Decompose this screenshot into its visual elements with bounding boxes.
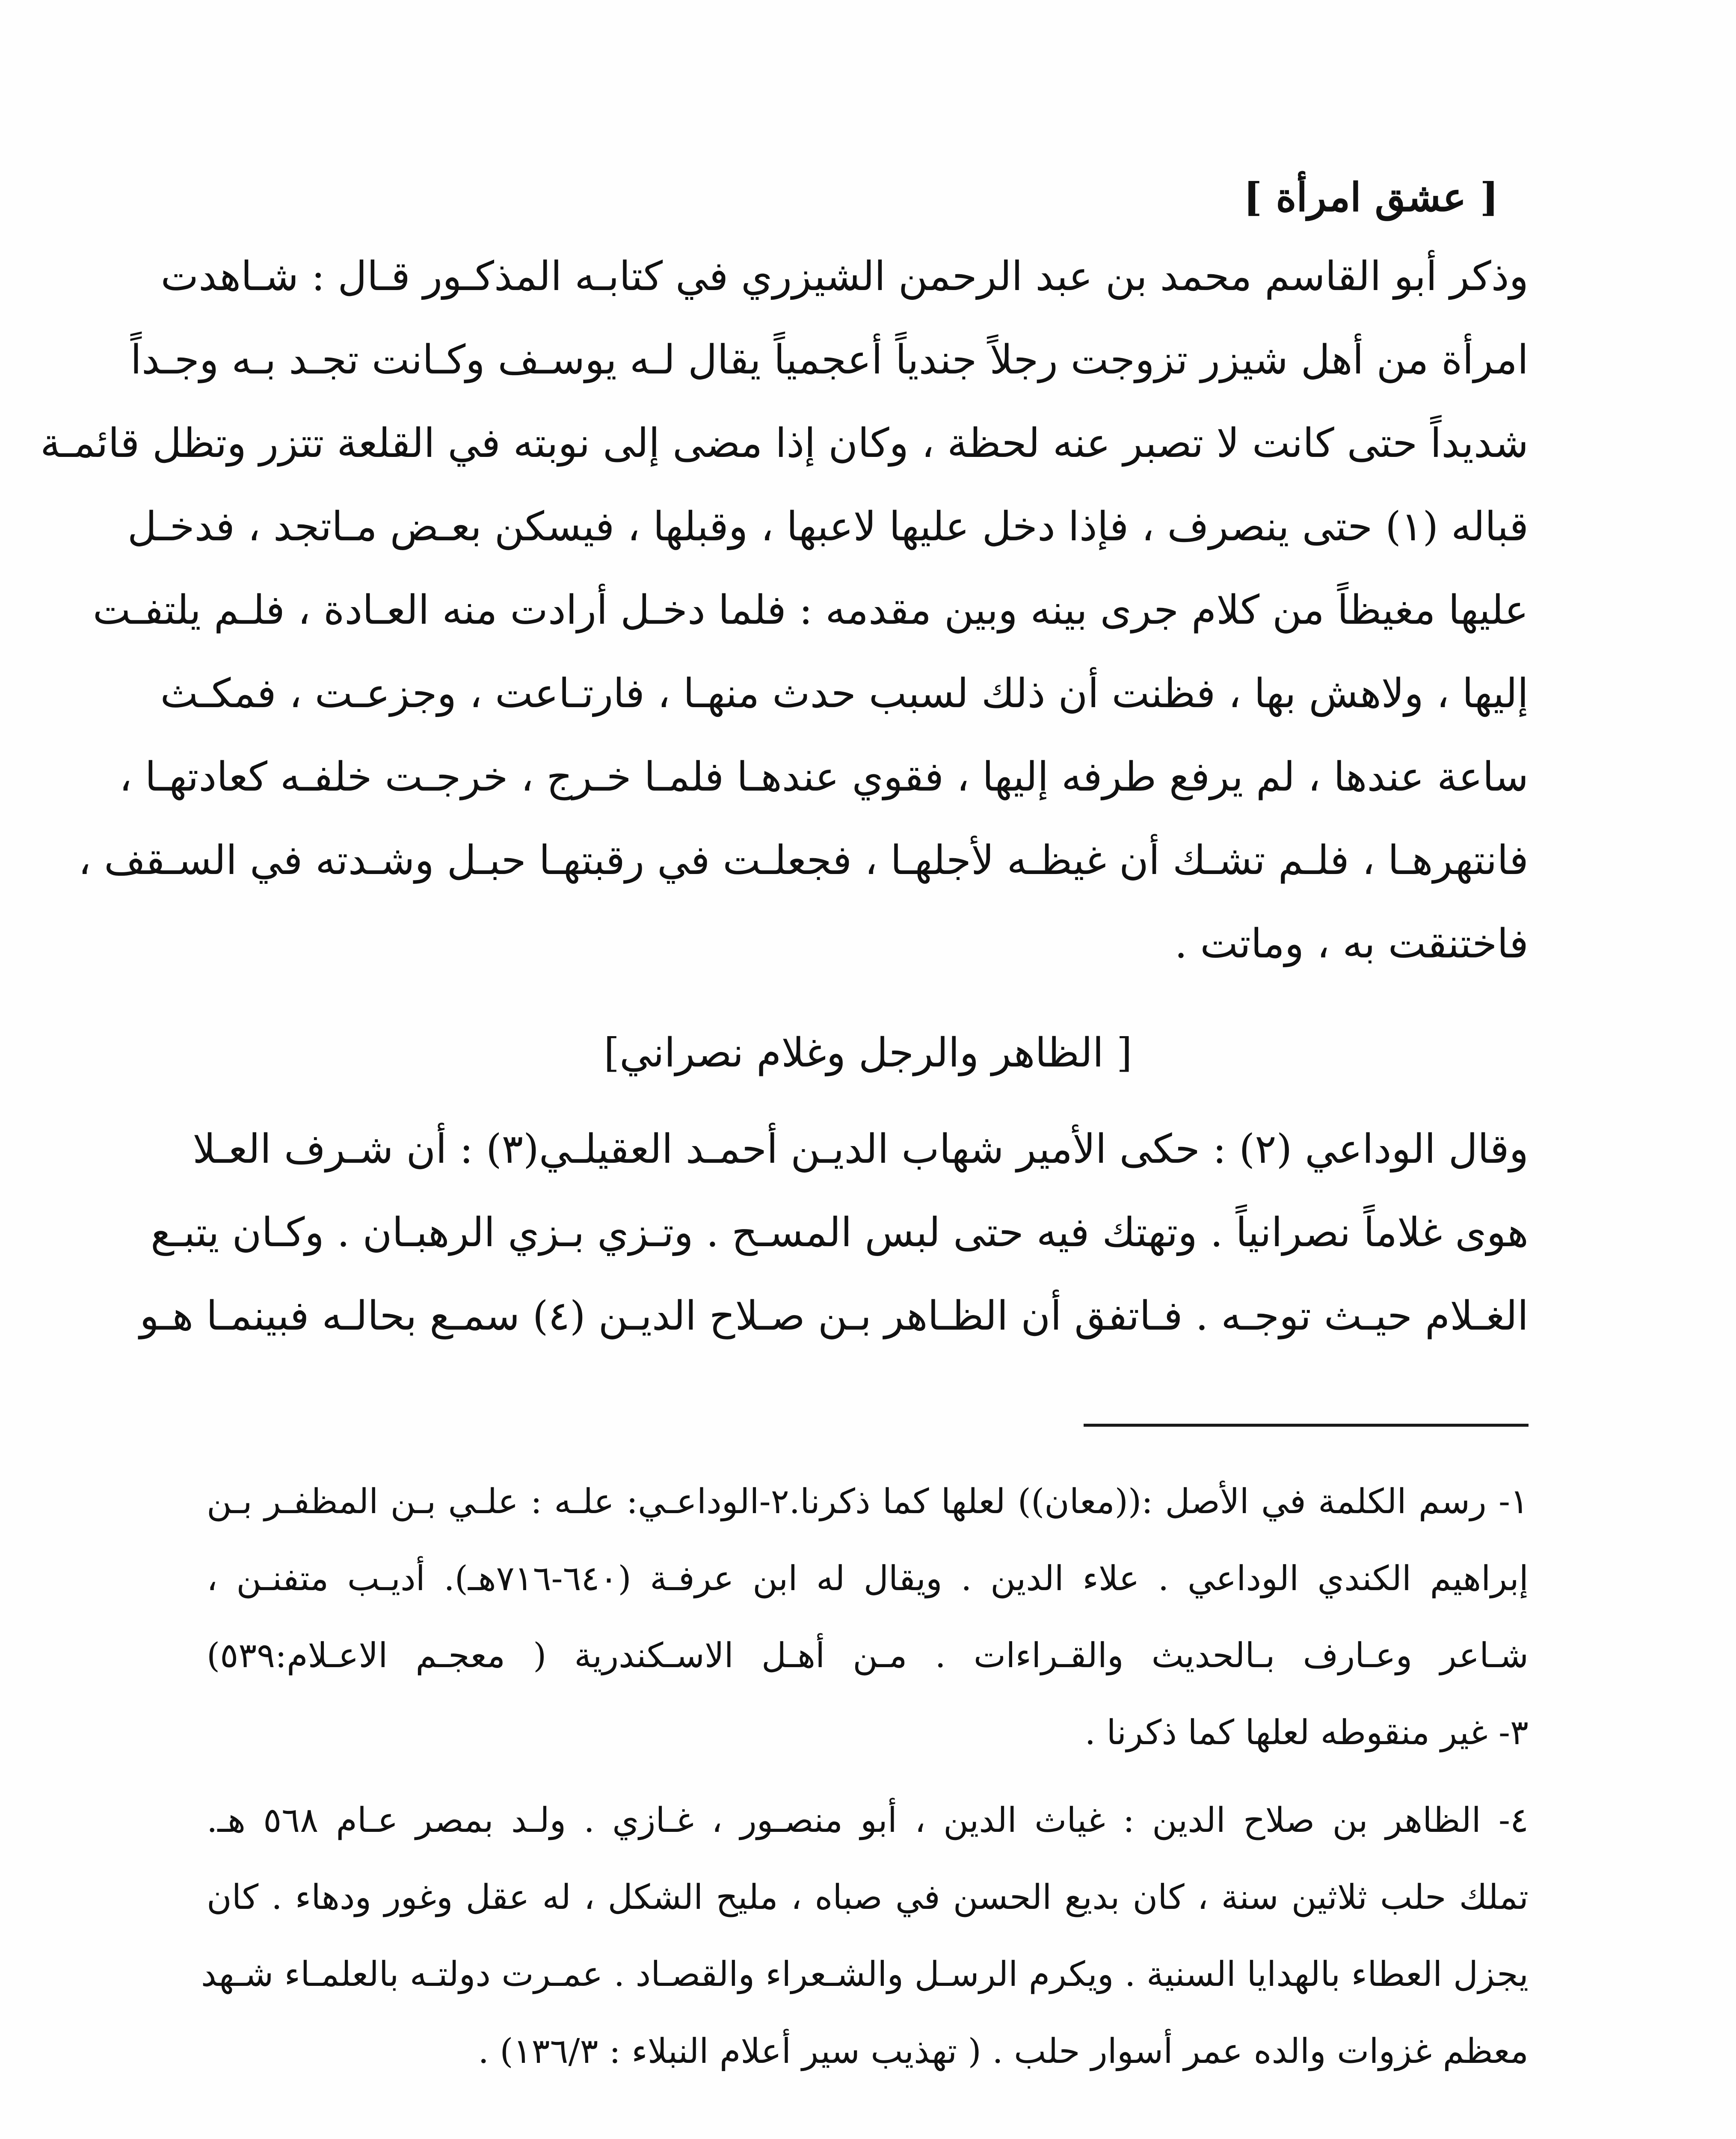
footnote-line: ٤- الظاهر بن صلاح الدين : غياث الدين ، أبو منصـور ، غـازي . ولـد بمصر عـام ٥٦٨ هـ. <box>207 1800 1529 1840</box>
body-line: فانتهرهـا ، فلـم تشـك أن غيظـه لأجلهـا ، فجعلـت في رقبتهـا حبـل وشـدته في السـقف ، <box>78 837 1529 884</box>
footnote-line: يجزل العطاء بالهدايا السنية . ويكرم الرسـل والشـعراء والقصـاد . عمـرت دولتـه بالعلمـاء شـهد <box>201 1954 1529 1994</box>
body-line: فاختنقت به ، وماتت . <box>1174 921 1529 967</box>
footnote-line: ٣- غير منقوطه لعلها كما ذكرنا . <box>1084 1712 1529 1752</box>
body-line: هوى غلاماً نصرانياً . وتهتك فيه حتى لبس المسـح . وتـزي بـزي الرهبـان . وكـان يتبـع <box>151 1209 1529 1256</box>
body-line: امرأة من أهل شيزر تزوجت رجلاً جندياً أعجمياً يقال لـه يوسـف وكـانت تجـد بـه وجـداً <box>130 337 1529 383</box>
footnote-divider <box>1084 1424 1529 1427</box>
section-heading-zahir-christian-boy: [ الظاهر والرجل وغلام نصراني] <box>604 1030 1132 1076</box>
body-line: عليها مغيظاً من كلام جرى بينه وبين مقدمه : فلما دخـل أرادت منه العـادة ، فلـم يلتفـت <box>92 587 1529 634</box>
body-line: شديداً حتى كانت لا تصبر عنه لحظة ، وكان إذا مضى إلى نوبته في القلعة تتزر وتظل قائمـة <box>40 420 1529 467</box>
section-heading-woman-love: [ عشق امرأة ] <box>1243 174 1499 220</box>
body-line: وقال الوداعي (٢) : حكى الأمير شهاب الديـن أحمـد العقيلـي(٣) : أن شـرف العـلا <box>193 1126 1529 1173</box>
footnote-line: ١- رسم الكلمة في الأصل :((معان)) لعلها كما ذكرنا.٢-الوداعـي: علـه : علـي بـن المظفـر بـن <box>207 1481 1529 1521</box>
body-line: إليها ، ولاهش بها ، فظنت أن ذلك لسبب حدث منهـا ، فارتـاعت ، وجزعـت ، فمكـث <box>160 670 1529 717</box>
body-line: قباله (١) حتى ينصرف ، فإذا دخل عليها لاعبها ، وقبلها ، فيسكن بعـض مـاتجد ، فدخـل <box>127 504 1529 550</box>
body-line: ساعة عندها ، لم يرفع طرفه إليها ، فقوي عندهـا فلمـا خـرج ، خرجـت خلفـه كعادتهـا ، <box>119 754 1529 800</box>
footnote-line: تملك حلب ثلاثين سنة ، كان بديع الحسن في صباه ، مليح الشكل ، له عقل وغور ودهاء . كان <box>207 1877 1529 1917</box>
body-line: وذكر أبو القاسم محمد بن عبد الرحمن الشيزري في كتابـه المذكـور قـال : شـاهدت <box>160 253 1529 300</box>
footnote-line: شـاعر وعـارف بـالحديث والقـراءات . مـن أهـل الاسـكندرية ( معجـم الاعـلام:٥٣٩) <box>207 1635 1529 1675</box>
body-line: الغـلام حيـث توجـه . فـاتفق أن الظـاهر بـن صـلاح الديـن (٤) سمـع بحالـه فبينمـا هـو <box>139 1293 1529 1339</box>
footnote-line: إبراهيم الكندي الوداعي . علاء الدين . ويقال له ابن عرفـة (٦٤٠-٧١٦هـ). أديـب متفنـن ، <box>207 1558 1529 1598</box>
footnote-line: معظم غزوات والده عمر أسوار حلب . ( تهذيب سير أعلام النبلاء : ١٣٦/٣) . <box>478 2031 1529 2071</box>
